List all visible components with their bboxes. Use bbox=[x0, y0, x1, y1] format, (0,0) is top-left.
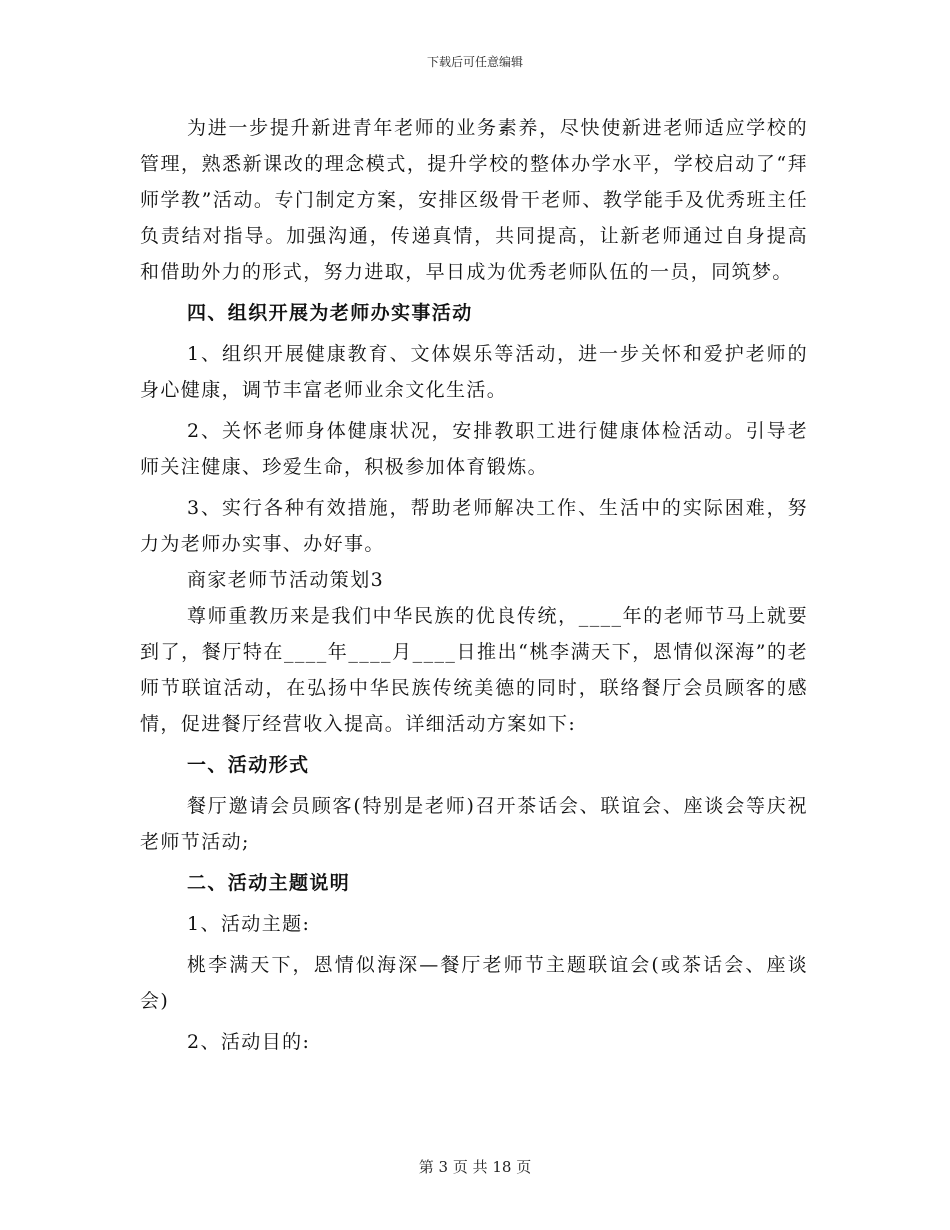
header-note: 下载后可任意编辑 bbox=[426, 55, 523, 69]
paragraph-theme: 桃李满天下，恩情似海深—餐厅老师节主题联谊会(或茶话会、座谈会) bbox=[140, 954, 808, 1012]
document-body bbox=[140, 110, 808, 1060]
section-heading-2: 二、活动主题说明 bbox=[187, 872, 351, 894]
paragraph-plan-intro: 尊师重教历来是我们中华民族的优良传统，____年的老师节马上就要到了，餐厅特在____年____月____日推出“桃李满天下，恩情似深海”的老师节联谊活动，在弘扬中华民族传统美德的同时，联络餐厅会员顾客的感情，促进餐厅经营收入提高。详细活动方案如下: bbox=[140, 605, 808, 735]
page-number: 第 3 页 共 18 页 bbox=[418, 1158, 532, 1176]
section-heading-4: 四、组织开展为老师办实事活动 bbox=[187, 302, 473, 324]
subheading-purpose: 2、活动目的: bbox=[187, 1031, 311, 1053]
section-heading-1: 一、活动形式 bbox=[187, 754, 310, 776]
list-item-3: 3、实行各种有效措施，帮助老师解决工作、生活中的实际困难，努力为老师办实事、办好事。 bbox=[140, 497, 808, 555]
list-item-1: 1、组织开展健康教育、文体娱乐等活动，进一步关怀和爱护老师的身心健康，调节丰富老师业余文化生活。 bbox=[140, 343, 808, 401]
plan-title: 商家老师节活动策划3 bbox=[187, 569, 385, 591]
paragraph-activity-form: 餐厅邀请会员顾客(特别是老师)召开茶话会、联谊会、座谈会等庆祝老师节活动; bbox=[140, 795, 808, 853]
subheading-theme: 1、活动主题: bbox=[187, 913, 311, 935]
list-item-2: 2、关怀老师身体健康状况，安排教职工进行健康体检活动。引导老师关注健康、珍爱生命，积极参加体育锻炼。 bbox=[140, 420, 808, 478]
paragraph-intro: 为进一步提升新进青年老师的业务素养，尽快使新进老师适应学校的管理，熟悉新课改的理念模式，提升学校的整体办学水平，学校启动了“拜师学教”活动。专门制定方案，安排区级骨干老师、教学能手及优秀班主任负责结对指导。加强沟通，传递真情，共同提高，让新老师通过自身提高和借助外力的形式，努力进取，早日成为优秀老师队伍的一员，同筑梦。 bbox=[140, 117, 808, 283]
